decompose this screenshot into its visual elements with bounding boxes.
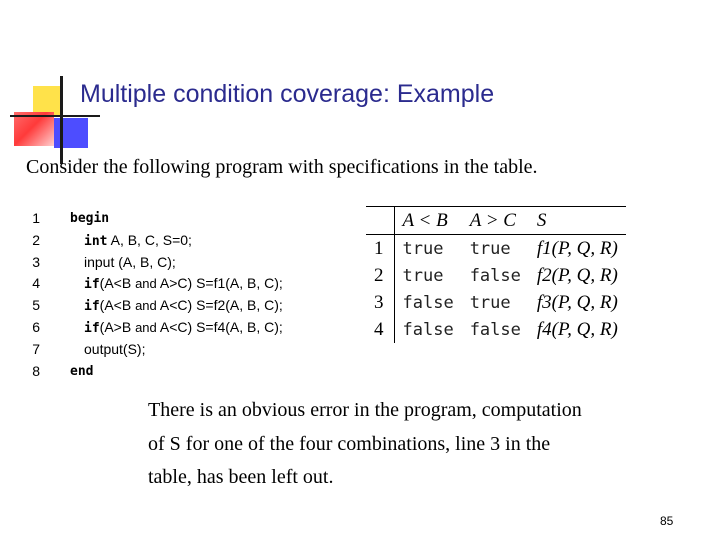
cell-s: f3(P, Q, R) bbox=[536, 291, 618, 313]
page-number: 85 bbox=[660, 514, 674, 528]
intro-text: Consider the following program with specifications in the table. bbox=[26, 156, 538, 178]
spec-table bbox=[366, 206, 626, 343]
explanation-line: of S for one of the four combinations, line 3 in the bbox=[148, 432, 551, 455]
table-row bbox=[366, 262, 626, 289]
code-and: and bbox=[135, 276, 157, 292]
cell-s: f2(P, Q, R) bbox=[536, 264, 618, 286]
code-rest: A, B, C, S=0; bbox=[107, 231, 192, 248]
decor-horizontal-line bbox=[10, 115, 100, 117]
line-number: 5 bbox=[32, 297, 40, 314]
cell-a-lt-b: false bbox=[394, 289, 462, 316]
code-text bbox=[84, 295, 283, 318]
code-and: and bbox=[135, 319, 157, 335]
explanation-line: There is an obvious error in the program, computation bbox=[148, 399, 582, 421]
slide-title: Multiple condition coverage: Example bbox=[80, 80, 495, 108]
line-number: 3 bbox=[32, 253, 40, 270]
code-text: input (A, B, C); bbox=[84, 253, 176, 270]
cell-a-gt-c: false bbox=[469, 319, 521, 340]
line-number: 2 bbox=[32, 231, 40, 248]
spec-table-wrapper bbox=[366, 206, 626, 343]
code-and: and bbox=[135, 298, 157, 314]
cell-s: f1(P, Q, R) bbox=[536, 237, 618, 259]
cell-a-lt-b: true bbox=[394, 235, 462, 263]
table-row bbox=[366, 235, 626, 263]
header-corner bbox=[366, 207, 394, 235]
code-keyword: if bbox=[84, 277, 100, 293]
code-condition: (A>B bbox=[99, 318, 132, 335]
code-condition: (A<B bbox=[99, 275, 132, 292]
code-keyword: if bbox=[84, 299, 100, 315]
code-rest: S=f2(A, B, C); bbox=[192, 297, 283, 314]
cell-a-gt-c: true bbox=[469, 238, 511, 259]
code-rest: S=f1(A, B, C); bbox=[192, 275, 283, 292]
code-text bbox=[84, 317, 283, 340]
code-condition: (A<B bbox=[99, 297, 132, 314]
code-text bbox=[84, 230, 192, 253]
header-cell: A > C bbox=[469, 209, 516, 231]
line-number: 4 bbox=[32, 275, 40, 292]
code-text bbox=[84, 273, 283, 296]
code-text: begin bbox=[70, 211, 110, 226]
cell-a-gt-c: true bbox=[469, 292, 511, 313]
code-condition: A<C) bbox=[159, 297, 193, 314]
decor-vertical-line bbox=[60, 76, 63, 164]
code-condition: A<C) bbox=[159, 318, 193, 335]
code-condition: A>C) bbox=[159, 275, 193, 292]
row-number: 4 bbox=[374, 318, 384, 340]
code-keyword: if bbox=[84, 320, 100, 336]
explanation-text bbox=[148, 394, 688, 495]
cell-a-gt-c: false bbox=[469, 265, 521, 286]
table-row bbox=[366, 316, 626, 343]
cell-a-lt-b: false bbox=[394, 316, 462, 343]
line-number: 1 bbox=[32, 210, 40, 226]
decor-red-square bbox=[14, 112, 54, 146]
line-number: 8 bbox=[32, 362, 40, 379]
table-header-row bbox=[366, 207, 626, 235]
cell-s: f4(P, Q, R) bbox=[536, 318, 618, 340]
explanation-line: table, has been left out. bbox=[148, 466, 334, 488]
code-text: end bbox=[70, 363, 94, 379]
header-cell: A < B bbox=[394, 207, 462, 235]
code-text: output(S); bbox=[84, 340, 146, 357]
line-number: 7 bbox=[32, 340, 40, 357]
code-rest: S=f4(A, B, C); bbox=[192, 318, 283, 335]
row-number: 1 bbox=[374, 237, 384, 259]
header-cell: S bbox=[536, 209, 547, 231]
table-row bbox=[366, 289, 626, 316]
line-number: 6 bbox=[32, 318, 40, 335]
row-number: 2 bbox=[374, 264, 384, 286]
cell-a-lt-b: true bbox=[394, 262, 462, 289]
row-number: 3 bbox=[374, 291, 384, 313]
code-keyword: int bbox=[84, 233, 108, 249]
